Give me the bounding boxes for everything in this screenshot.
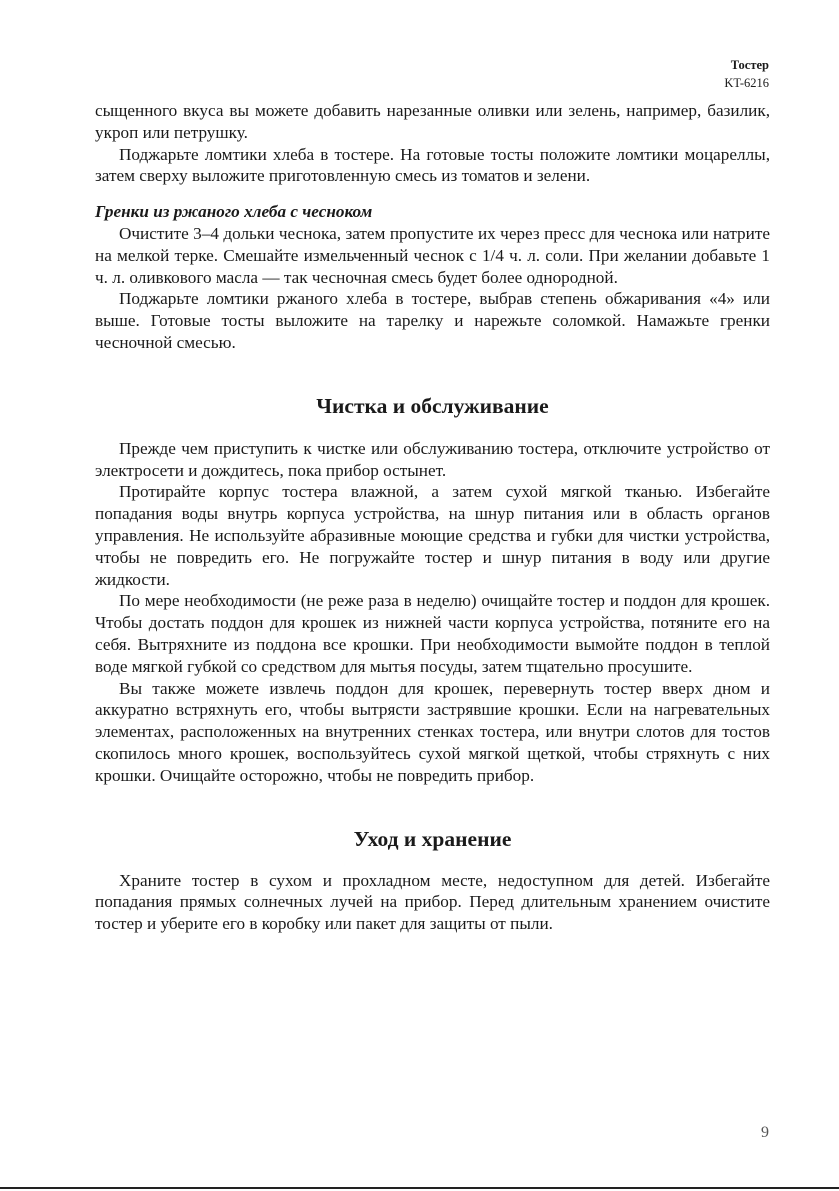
recipe-paragraph-2: Поджарьте ломтики ржаного хлеба в тостере, выбрав степень обжаривания «4» или выше. Готовые тосты выложите на тарелку и нарежьте соломкой. Намажьте гренки чесночной смесью. bbox=[95, 289, 770, 352]
header-product-title: Тостер bbox=[730, 58, 769, 72]
cleaning-section-title: Чистка и обслуживание bbox=[316, 393, 549, 418]
cleaning-paragraph-3: По мере необходимости (не реже раза в неделю) очищайте тостер и поддон для крошек. Чтобы достать поддон для крошек из нижней части корпуса устройства, потяните его на себя. Вытряхните из поддона все крошки. При необходимости вымойте поддон в теплой воде мягкой губкой со средством для мытья посуды, затем тщательно просушите. bbox=[95, 591, 770, 676]
page-number: 9 bbox=[761, 1124, 769, 1141]
recipe-title: Гренки из ржаного хлеба с чесноком bbox=[95, 202, 373, 222]
page-header bbox=[724, 56, 769, 92]
storage-section-title: Уход и хранение bbox=[353, 826, 512, 851]
page-content bbox=[95, 100, 770, 935]
cleaning-paragraph-2: Протирайте корпус тостера влажной, а затем сухой мягкой тканью. Избегайте попадания воды внутрь корпуса устройства, на шнур питания или в область органов управления. Не используйте абразивные моющие средства и губки для чистки устройства, чтобы не повредить его. Не погружайте тостер и шнур питания в воду или другие жидкости. bbox=[95, 482, 770, 589]
header-model-number: KT-6216 bbox=[724, 76, 769, 90]
cleaning-paragraph-1: Прежде чем приступить к чистке или обслуживанию тостера, отключите устройство от электросети и дождитесь, пока прибор остынет. bbox=[95, 438, 770, 480]
intro-paragraph-1: сыщенного вкуса вы можете добавить нарезанные оливки или зелень, например, базилик, укроп или петрушку. bbox=[95, 101, 770, 142]
intro-paragraph-2: Поджарьте ломтики хлеба в тостере. На готовые тосты положите ломтики моцареллы, затем сверху выложите приготовленную смесь из томатов и зелени. bbox=[95, 144, 770, 186]
recipe-paragraph-1: Очистите 3–4 дольки чеснока, затем пропустите их через пресс для чеснока или натрите на мелкой терке. Смешайте измельченный чеснок с 1/4 ч. л. соли. При желании добавьте 1 ч. л. оливкового масла — так чесночная смесь будет более однородной. bbox=[95, 223, 770, 287]
storage-paragraph-1: Храните тостер в сухом и прохладном месте, недоступном для детей. Избегайте попадания прямых солнечных лучей на прибор. Перед длительным хранением очистите тостер и уберите его в коробку или пакет для защиты от пыли. bbox=[95, 870, 770, 934]
bottom-divider bbox=[0, 1187, 839, 1189]
cleaning-paragraph-4: Вы также можете извлечь поддон для крошек, перевернуть тостер вверх дном и аккуратно встряхнуть его, чтобы вытрясти застрявшие крошки. Если на нагревательных элементах, расположенных на внутренних стенках тостера, или внутри слотов для тостов скопилось много крошек, воспользуйтесь сухой мягкой щеткой, чтобы стряхнуть с них крошки. Очищайте осторожно, чтобы не повредить прибор. bbox=[95, 678, 770, 785]
